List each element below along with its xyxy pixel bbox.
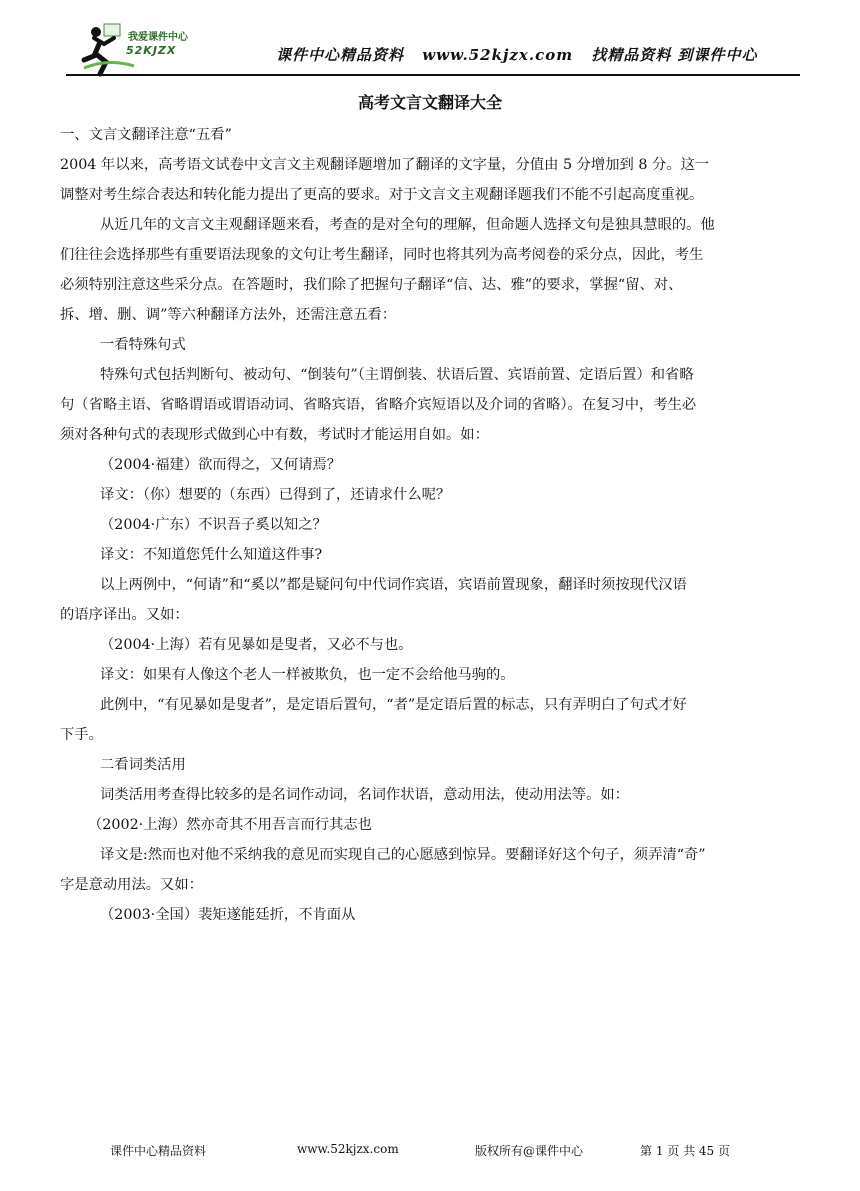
footer-copyright: 版权所有@课件中心 <box>475 1144 584 1158</box>
header-slogan-1: 课件中心精品资料 <box>276 46 405 64</box>
logo-english-text: 52KJZX <box>126 44 177 57</box>
text-line: 字是意动用法。又如： <box>60 877 203 893</box>
text-line: 必须特别注意这些采分点。在答题时，我们除了把握句子翻译“信、达、雅”的要求，掌握“留、对、 <box>60 277 683 293</box>
header-slogan-2: 找精品资料 到课件中心 <box>591 46 758 64</box>
header-slogan <box>276 44 770 65</box>
text-line: （2004·上海）若有见暴如是叟者，又必不与也。 <box>100 637 413 653</box>
text-line: 译文：（你）想要的（东西）已得到了，还请求什么呢？ <box>100 487 451 503</box>
logo-chinese-text: 我爱课件中心 <box>128 32 188 43</box>
text-line: 二看词类活用 <box>100 757 186 773</box>
footer-label: 课件中心精品资料 <box>110 1144 207 1158</box>
text-line: 调整对考生综合表达和转化能力提出了更高的要求。对于文言文主观翻译题我们不能不引起高度重视。 <box>60 187 704 203</box>
header-site-link[interactable]: www.52kjzx.com <box>422 46 574 64</box>
document-title: 高考文言文翻译大全 <box>357 93 502 112</box>
site-logo <box>78 22 208 78</box>
text-line: 一、文言文翻译注意“五看” <box>60 127 232 143</box>
text-line: 从近几年的文言文主观翻译题来看，考查的是对全句的理解，但命题人选择文句是独具慧眼的。他 <box>100 217 715 233</box>
text-line: 下手。 <box>60 727 103 743</box>
text-line: 译文：不知道您凭什么知道这件事? <box>100 547 323 563</box>
page-header <box>60 18 800 78</box>
text-line: （2004·福建）欲而得之，又何请焉？ <box>100 457 342 473</box>
text-line: 译文：如果有人像这个老人一样被欺负，也一定不会给他马驹的。 <box>100 667 515 683</box>
text-line: （2002·上海）然亦奇其不用吾言而行其志也 <box>88 817 372 833</box>
text-line: 此例中，“有见暴如是叟者”，是定语后置句，“者”是定语后置的标志，只有弄明白了句式才好 <box>100 697 687 713</box>
footer-site[interactable]: www.52kjzx.com <box>297 1142 399 1156</box>
text-line: 须对各种句式的表现形式做到心中有数，考试时才能运用自如。如： <box>60 427 489 443</box>
text-line: 们往往会选择那些有重要语法现象的文句让考生翻译，同时也将其列为高考阅卷的采分点，因此，考生 <box>60 247 704 263</box>
footer-page-number: 第 1 页 共 45 页 <box>640 1144 730 1158</box>
text-line: 一看特殊句式 <box>100 337 186 353</box>
text-line: 句（省略主语、省略谓语或谓语动词、省略宾语，省略介宾短语以及介词的省略）。在复习中，考生必 <box>60 397 697 413</box>
text-line: 拆、增、删、调”等六种翻译方法外，还需注意五看： <box>60 307 397 323</box>
text-line: （2003·全国）裴矩遂能廷折，不肯面从 <box>100 907 356 923</box>
text-line: 的语序译出。又如： <box>60 607 189 623</box>
text-line: 2004 年以来，高考语文试卷中文言文主观翻译题增加了翻译的文字量，分值由 5 分增加到 8 分。这一 <box>60 157 710 173</box>
header-divider <box>66 74 800 76</box>
text-line: 译文是:然而也对他不采纳我的意见而实现自己的心愿感到惊异。要翻译好这个句子，须弄清“奇” <box>100 847 706 863</box>
text-line: 特殊句式包括判断句、被动句、“倒装句”（主谓倒装、状语后置、宾语前置、定语后置）和省略 <box>100 367 694 383</box>
document-body <box>60 120 800 930</box>
text-line: 词类活用考查得比较多的是名词作动词，名词作状语，意动用法，使动用法等。如： <box>100 787 629 803</box>
text-line: 以上两例中，“何请”和“奚以”都是疑问句中代词作宾语，宾语前置现象，翻译时须按现代汉语 <box>100 577 687 593</box>
text-line: （2004·广东）不识吾子奚以知之？ <box>100 517 327 533</box>
